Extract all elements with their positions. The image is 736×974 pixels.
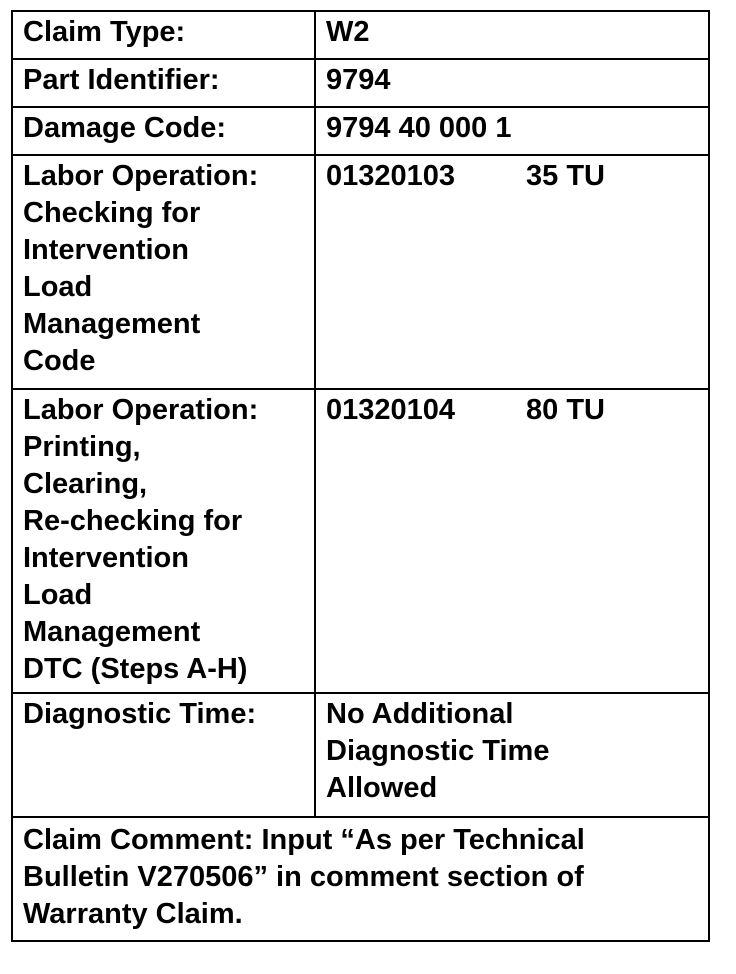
labor-operation-2-label	[12, 389, 315, 693]
labor-operation-2-label-line: Intervention	[23, 542, 189, 574]
diagnostic-time-row	[12, 693, 709, 817]
damage-code-row	[12, 107, 709, 155]
labor-operation-2-code: 01320104	[326, 394, 456, 426]
claim-comment-row	[12, 817, 709, 941]
labor-operation-2-value	[315, 389, 709, 693]
part-identifier-label: Part Identifier:	[12, 59, 315, 107]
labor-operation-1-label	[12, 155, 315, 389]
diagnostic-time-label: Diagnostic Time:	[12, 693, 315, 817]
labor-operation-1-label-line: Labor Operation:	[23, 160, 259, 192]
labor-operation-1-label-line: Intervention	[23, 234, 189, 266]
labor-operation-2-label-line: Labor Operation:	[23, 394, 259, 426]
diagnostic-time-value-line: No Additional	[326, 698, 514, 730]
claim-type-row	[12, 11, 709, 59]
labor-operation-1-code: 01320103	[326, 160, 456, 192]
labor-operation-1-label-line: Checking for	[23, 197, 201, 229]
labor-operation-1-value	[315, 155, 709, 389]
labor-operation-2-label-line: Re-checking for	[23, 505, 243, 537]
labor-operation-row-2	[12, 389, 709, 693]
claim-comment-line: Bulletin V270506” in comment section of	[23, 861, 584, 893]
labor-operation-2-label-line: Clearing,	[23, 468, 148, 500]
part-identifier-value: 9794	[315, 59, 709, 107]
part-identifier-row	[12, 59, 709, 107]
claim-comment	[12, 817, 709, 941]
labor-operation-2-label-line: Load	[23, 579, 93, 611]
damage-code-label: Damage Code:	[12, 107, 315, 155]
labor-operation-2-label-line: Management	[23, 616, 201, 648]
labor-operation-1-label-line: Load	[23, 271, 93, 303]
labor-operation-2-label-line: Printing,	[23, 431, 141, 463]
claim-type-label: Claim Type:	[12, 11, 315, 59]
claim-comment-line: Claim Comment: Input “As per Technical	[23, 824, 585, 856]
labor-operation-1-label-line: Management	[23, 308, 201, 340]
diagnostic-time-value	[315, 693, 709, 817]
labor-operation-1-time: 35 TU	[526, 160, 605, 192]
diagnostic-time-value-line: Diagnostic Time	[326, 735, 550, 767]
labor-operation-2-time: 80 TU	[526, 394, 605, 426]
diagnostic-time-value-line: Allowed	[326, 772, 438, 804]
damage-code-value: 9794 40 000 1	[315, 107, 709, 155]
labor-operation-2-label-line: DTC (Steps A-H)	[23, 653, 248, 685]
claim-comment-line: Warranty Claim.	[23, 898, 243, 930]
labor-operation-row-1	[12, 155, 709, 389]
labor-operation-1-label-line: Code	[23, 345, 96, 377]
claim-type-value: W2	[315, 11, 709, 59]
warranty-claim-table	[11, 10, 710, 942]
